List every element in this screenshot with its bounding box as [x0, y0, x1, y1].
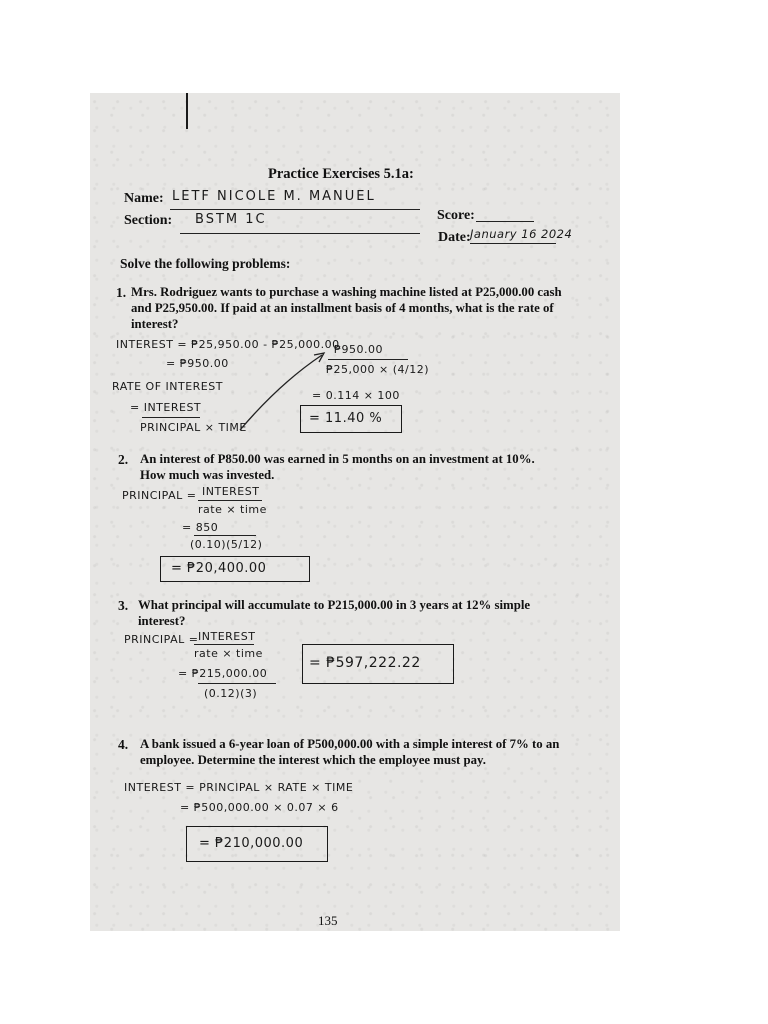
p1-rate-denominator: PRINCIPAL × TIME [140, 421, 247, 434]
p3-formula-denominator: rate × time [194, 647, 263, 660]
p1-step: = 0.114 × 100 [312, 389, 400, 402]
instructions: Solve the following problems: [120, 256, 291, 271]
p4-substitution: = ₱500,000.00 × 0.07 × 6 [180, 801, 339, 814]
worksheet-page [90, 93, 620, 931]
section-value: BSTM 1C [195, 212, 267, 227]
p2-formula-numerator: INTEREST [202, 485, 260, 498]
page-number: 135 [318, 913, 338, 928]
p1-sub-numerator: ₱950.00 [334, 343, 383, 356]
problem-2-text-line1: An interest of P850.00 was earned in 5 months on an investment at 10%. [140, 452, 535, 466]
section-label: Section: [124, 213, 173, 228]
problem-1-number: 1. [116, 285, 127, 300]
p1-interest-equation: INTEREST = ₱25,950.00 - ₱25,000.00 [116, 338, 340, 351]
problem-3-number: 3. [118, 598, 129, 613]
p3-sub-numerator: = ₱215,000.00 [178, 667, 268, 680]
p2-answer: = ₱20,400.00 [171, 561, 267, 576]
name-label: Name: [124, 191, 164, 206]
problem-1-text-line1: Mrs. Rodriguez wants to purchase a washing machine listed at P25,000.00 cash [131, 285, 562, 299]
problem-4-number: 4. [118, 737, 129, 752]
p4-answer: = ₱210,000.00 [199, 836, 304, 851]
date-label: Date: [438, 230, 471, 245]
p4-formula: INTEREST = PRINCIPAL × RATE × TIME [124, 781, 354, 794]
p1-rate-label: RATE OF INTEREST [112, 380, 223, 393]
problem-2-number: 2. [118, 452, 129, 467]
problem-3-text-line1: What principal will accumulate to P215,000.00 in 3 years at 12% simple [138, 598, 531, 612]
p2-sub-numerator: = 850 [182, 521, 219, 534]
p1-interest-result: = ₱950.00 [166, 357, 229, 370]
problem-3-text-line2: interest? [138, 614, 186, 628]
p3-sub-denominator: (0.12)(3) [204, 687, 258, 700]
problem-4-text-line1: A bank issued a 6-year loan of P500,000.00 with a simple interest of 7% to an [140, 737, 560, 751]
score-label: Score: [437, 208, 475, 223]
p3-formula-numerator: INTEREST [198, 630, 256, 643]
p2-sub-denominator: (0.10)(5/12) [190, 538, 263, 551]
problem-1-text-line3: interest? [131, 317, 179, 331]
p1-answer: = 11.40 % [309, 411, 383, 426]
p2-principal-label: PRINCIPAL = [122, 489, 197, 502]
problem-4-text-line2: employee. Determine the interest which the employee must pay. [140, 753, 486, 767]
worksheet-title: Practice Exercises 5.1a: [268, 166, 414, 182]
p1-arrow-icon [90, 93, 620, 931]
p3-principal-label: PRINCIPAL = [124, 633, 199, 646]
p2-formula-denominator: rate × time [198, 503, 267, 516]
date-value: January 16 2024 [470, 227, 573, 241]
name-value: LETF NICOLE M. MANUEL [172, 189, 376, 204]
p3-answer: = ₱597,222.22 [309, 655, 421, 671]
p1-rate-numerator: = INTEREST [130, 401, 202, 414]
p1-sub-denominator: ₱25,000 × (4/12) [326, 363, 429, 376]
problem-2-text-line2: How much was invested. [140, 468, 275, 482]
problem-1-text-line2: and P25,950.00. If paid at an installment basis of 4 months, what is the rate of [131, 301, 554, 315]
